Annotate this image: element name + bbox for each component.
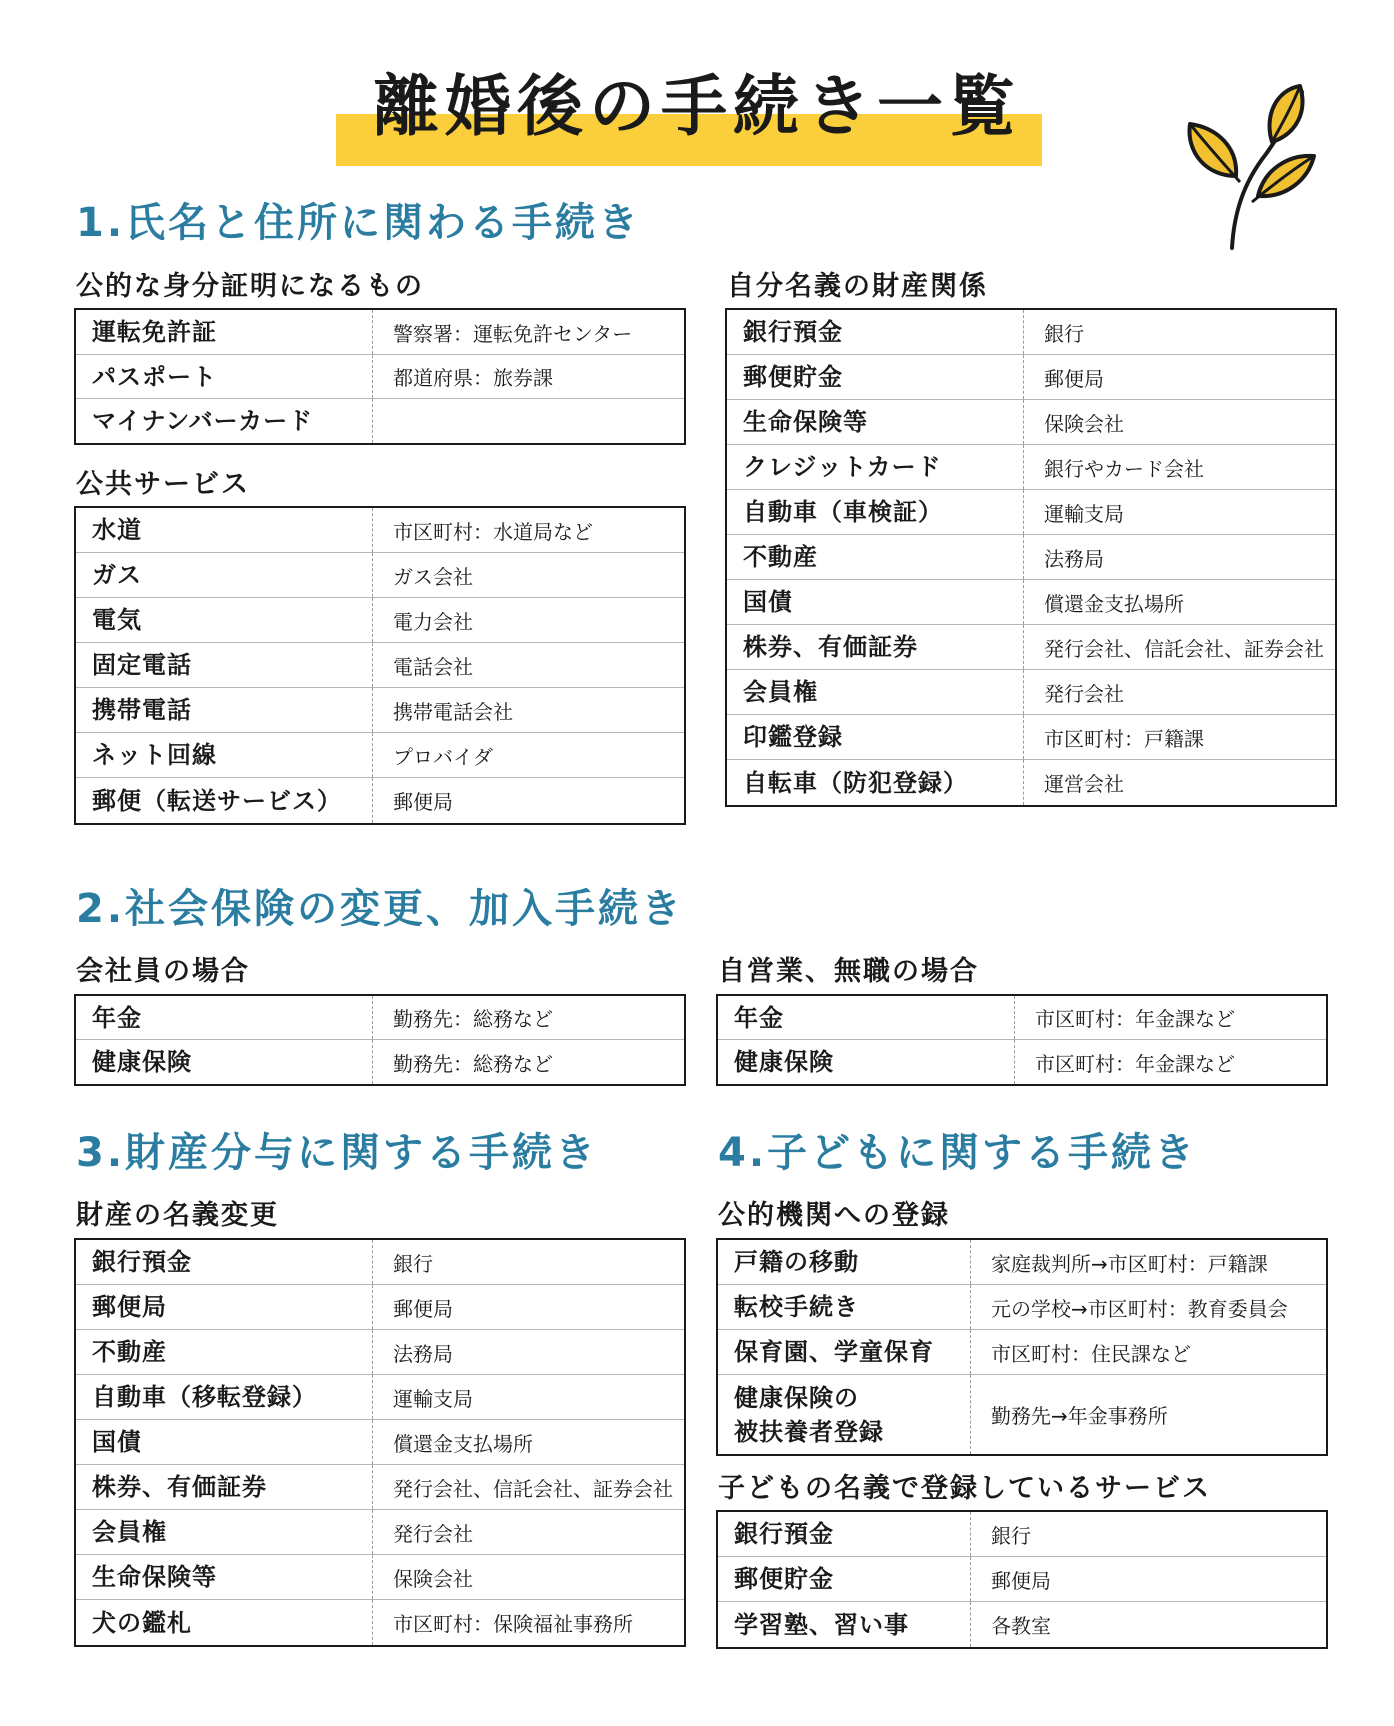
table-row (76, 1600, 684, 1645)
item-cell: 銀行預金 (734, 1520, 834, 1548)
office-cell: 市区町村：戸籍課 (1023, 715, 1204, 759)
table-row (718, 1285, 1326, 1330)
office-cell: 保険会社 (372, 1555, 473, 1599)
table-row (727, 355, 1335, 400)
table-row (727, 760, 1335, 805)
item-cell (718, 1375, 970, 1454)
office-cell: ガス会社 (372, 553, 473, 597)
leaf-branch-icon (1180, 72, 1320, 252)
table-row (727, 490, 1335, 535)
item-cell: 自動車（移転登録） (92, 1383, 317, 1411)
table-row (718, 1040, 1326, 1084)
table-row (718, 1602, 1326, 1647)
item-cell: マイナンバーカード (92, 407, 314, 435)
table-row (76, 996, 684, 1040)
table-row (718, 1330, 1326, 1375)
table-row (727, 715, 1335, 760)
table-row (718, 996, 1326, 1040)
section-4-title: 4.子どもに関する手続き (718, 1130, 1198, 1176)
office-cell: 銀行 (372, 1240, 433, 1284)
office-cell: 法務局 (1023, 535, 1104, 579)
item-cell: 携帯電話 (92, 696, 192, 724)
item-cell: 自転車（防犯登録） (743, 768, 968, 797)
item-cell: 戸籍の移動 (734, 1248, 859, 1276)
office-cell: 償還金支払場所 (372, 1420, 533, 1464)
item-cell: 犬の鑑札 (92, 1608, 192, 1637)
child-services-title: 子どもの名義で登録しているサービス (718, 1473, 1211, 1504)
item-cell: 印鑑登録 (743, 723, 843, 751)
item-cell: 生命保険等 (743, 408, 868, 436)
table-row (727, 445, 1335, 490)
section-3-title: 3.財産分与に関する手続き (76, 1130, 599, 1176)
utilities-title: 公共サービス (76, 469, 250, 500)
employee-table (74, 994, 686, 1086)
table-row (76, 553, 684, 598)
office-cell: 郵便局 (1023, 355, 1104, 399)
office-cell: 郵便局 (372, 1285, 453, 1329)
child-services-table (716, 1510, 1328, 1649)
office-cell: 市区町村：年金課など (1014, 1040, 1235, 1084)
table-row (76, 1285, 684, 1330)
id-docs-title: 公的な身分証明になるもの (76, 271, 424, 302)
item-cell: 年金 (734, 1003, 784, 1032)
item-cell: 会員権 (743, 678, 818, 706)
item-cell: 国債 (743, 588, 793, 616)
table-row (76, 1555, 684, 1600)
table-row (76, 399, 684, 443)
table-row (718, 1512, 1326, 1557)
table-row (76, 778, 684, 823)
office-cell (372, 399, 393, 443)
table-row (76, 1040, 684, 1084)
office-cell: 郵便局 (372, 778, 453, 823)
office-cell: 償還金支払場所 (1023, 580, 1184, 624)
item-cell: 生命保険等 (92, 1563, 217, 1591)
office-cell: 勤務先：総務など (372, 1040, 553, 1084)
item-cell: 健康保険 (92, 1048, 192, 1076)
table-row (76, 508, 684, 553)
item-cell: 株券、有価証券 (743, 633, 918, 661)
utilities-table (74, 506, 686, 825)
item-cell: クレジットカード (743, 453, 942, 481)
table-row (76, 733, 684, 778)
office-cell: 発行会社 (372, 1510, 473, 1554)
office-cell: 法務局 (372, 1330, 453, 1374)
office-cell: 元の学校→市区町村：教育委員会 (970, 1285, 1288, 1329)
office-cell: 都道府県：旅券課 (372, 355, 553, 398)
transfer-title: 財産の名義変更 (76, 1200, 279, 1231)
item-cell: 固定電話 (92, 651, 192, 679)
table-row (718, 1240, 1326, 1285)
office-cell: 郵便局 (970, 1557, 1051, 1601)
public-registration-table (716, 1238, 1328, 1456)
office-cell: 運輸支局 (1023, 490, 1124, 534)
table-row (727, 310, 1335, 355)
table-row (76, 1420, 684, 1465)
table-row (718, 1557, 1326, 1602)
table-row (76, 310, 684, 355)
item-cell: 健康保険 (734, 1048, 834, 1076)
office-cell: 銀行 (1023, 310, 1084, 354)
item-cell: 不動産 (92, 1338, 167, 1366)
item-cell: 銀行預金 (743, 318, 843, 346)
office-cell: 運輸支局 (372, 1375, 473, 1419)
table-row (727, 535, 1335, 580)
property-table (725, 308, 1337, 807)
table-row (727, 580, 1335, 625)
item-cell: 株券、有価証券 (92, 1473, 267, 1501)
item-cell: 自動車（車検証） (743, 498, 943, 526)
page-title: 離婚後の手続き一覧 (373, 68, 1021, 145)
table-row (718, 1375, 1326, 1454)
office-cell: 家庭裁判所→市区町村：戸籍課 (970, 1240, 1268, 1284)
table-row (76, 643, 684, 688)
table-row (76, 1510, 684, 1555)
item-cell: ガス (92, 561, 142, 589)
transfer-table (74, 1238, 686, 1647)
item-cell: パスポート (92, 362, 217, 391)
item-cell: 運転免許証 (92, 318, 217, 346)
item-cell: 不動産 (743, 543, 818, 571)
table-row (76, 355, 684, 399)
table-row (76, 1465, 684, 1510)
office-cell: 市区町村：保険福祉事務所 (372, 1600, 633, 1645)
table-row (76, 1240, 684, 1285)
table-row (76, 598, 684, 643)
table-row (76, 1375, 684, 1420)
item-cell: 電気 (92, 606, 142, 634)
item-cell: ネット回線 (92, 741, 217, 769)
office-cell: 各教室 (970, 1602, 1051, 1647)
section-2-title: 2.社会保険の変更、加入手続き (76, 886, 685, 932)
office-cell: 電力会社 (372, 598, 473, 642)
table-row (727, 625, 1335, 670)
office-cell: 発行会社 (1023, 670, 1124, 714)
item-cell: 郵便（転送サービス） (92, 786, 342, 815)
table-row (727, 400, 1335, 445)
item-cell: 学習塾、習い事 (734, 1610, 909, 1639)
employee-title: 会社員の場合 (76, 956, 250, 987)
item-cell: 郵便貯金 (743, 363, 843, 391)
item-cell: 郵便局 (92, 1293, 167, 1321)
office-cell: 携帯電話会社 (372, 688, 513, 732)
item-cell: 郵便貯金 (734, 1565, 834, 1593)
office-cell: 勤務先：総務など (372, 996, 553, 1039)
office-cell: 勤務先→年金事務所 (970, 1375, 1168, 1454)
table-row (727, 670, 1335, 715)
item-cell: 会員権 (92, 1518, 167, 1546)
table-row (76, 1330, 684, 1375)
property-title: 自分名義の財産関係 (727, 271, 988, 302)
office-cell: 市区町村：住民課など (970, 1330, 1191, 1374)
item-cell: 転校手続き (734, 1293, 859, 1321)
item-cell-line-1: 健康保険の (734, 1383, 859, 1412)
office-cell: 市区町村：水道局など (372, 508, 593, 552)
self-employed-title: 自営業、無職の場合 (718, 956, 979, 987)
item-cell: 年金 (92, 1003, 142, 1032)
office-cell: プロバイダ (372, 733, 493, 777)
item-cell: 保育園、学童保育 (734, 1338, 934, 1366)
office-cell: 発行会社、信託会社、証券会社 (372, 1465, 673, 1509)
item-cell-line-2: 被扶養者登録 (734, 1417, 884, 1446)
office-cell: 電話会社 (372, 643, 473, 687)
public-registration-title: 公的機関への登録 (718, 1200, 950, 1231)
self-employed-table (716, 994, 1328, 1086)
office-cell: 警察署：運転免許センター (372, 310, 632, 354)
office-cell: 保険会社 (1023, 400, 1124, 444)
item-cell: 水道 (92, 516, 142, 544)
section-1-title: 1.氏名と住所に関わる手続き (76, 200, 642, 246)
office-cell: 発行会社、信託会社、証券会社 (1023, 625, 1324, 669)
table-row (76, 688, 684, 733)
id-docs-table (74, 308, 686, 445)
office-cell: 銀行やカード会社 (1023, 445, 1204, 489)
office-cell: 市区町村：年金課など (1014, 996, 1235, 1039)
office-cell: 銀行 (970, 1512, 1031, 1556)
office-cell: 運営会社 (1023, 760, 1124, 805)
item-cell: 国債 (92, 1428, 142, 1456)
item-cell: 銀行預金 (92, 1248, 192, 1276)
